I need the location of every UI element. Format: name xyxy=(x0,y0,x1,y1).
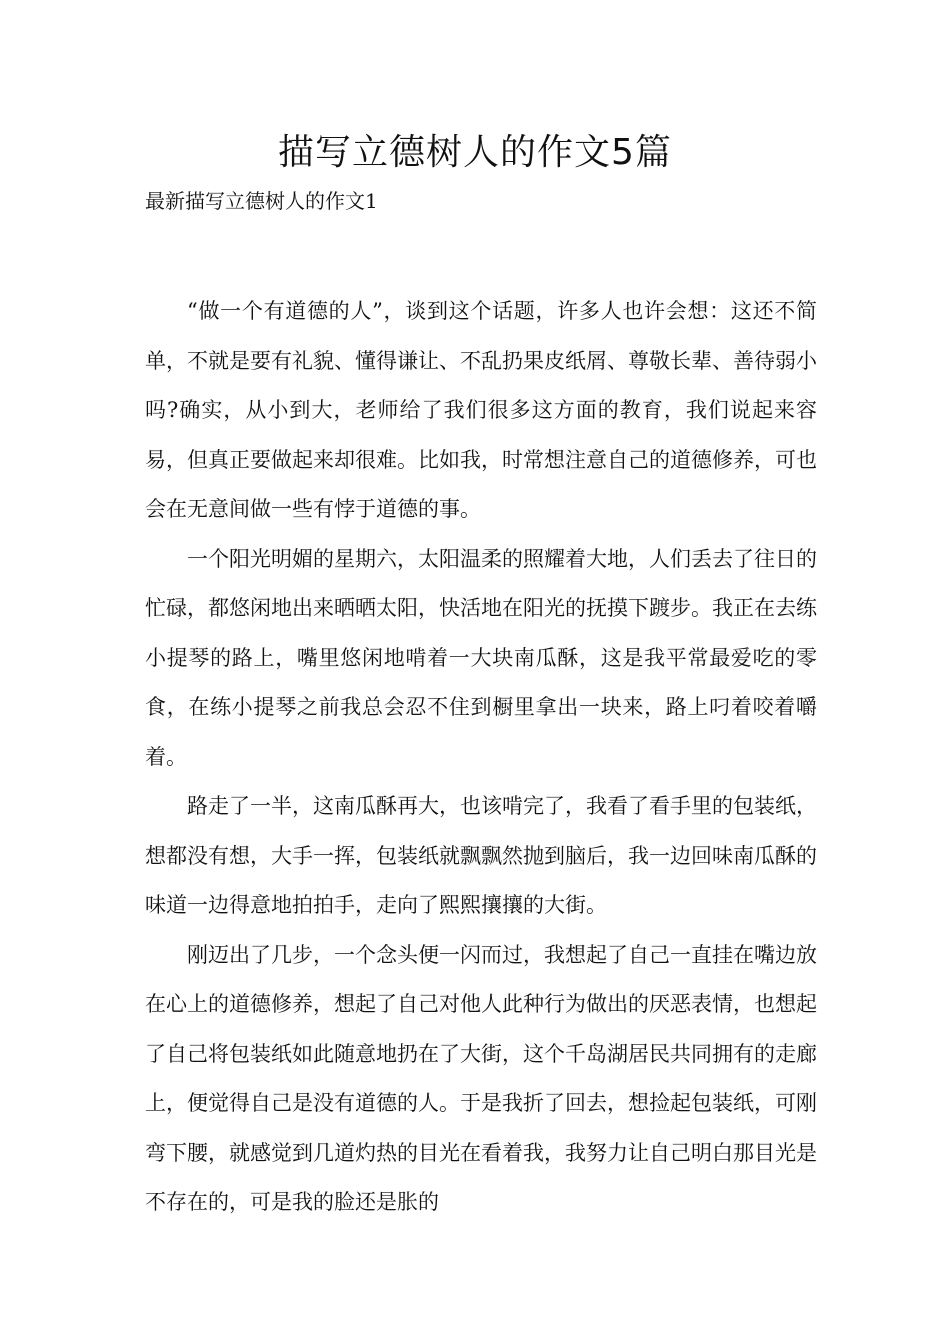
document-body xyxy=(145,287,817,1228)
paragraph: 路走了一半，这南瓜酥再大，也该啃完了，我看了看手里的包装纸，想都没有想，大手一挥，包装纸就飘飘然抛到脑后，我一边回味南瓜酥的味道一边得意地拍拍手，走向了熙熙攘攘的大街。 xyxy=(145,794,817,917)
paragraph: “做一个有道德的人”，谈到这个话题，许多人也许会想：这还不简单，不就是要有礼貌、懂得谦让、不乱扔果皮纸屑、尊敬长辈、善待弱小吗?确实，从小到大，老师给了我们很多这方面的教育，我们说起来容易，但真正要做起来却很难。比如我，时常想注意自己的道德修养，可也会在无意间做一些有悖于道德的事。 xyxy=(145,299,817,521)
paragraph: 刚迈出了几步，一个念头便一闪而过，我想起了自己一直挂在嘴边放在心上的道德修养，想起了自己对他人此种行为做出的厌恶表情，也想起了自己将包装纸如此随意地扔在了大街，这个千岛湖居民共同拥有的走廊上，便觉得自己是没有道德的人。于是我折了回去，想捡起包装纸，可刚弯下腰，就感觉到几道灼热的目光在看着我，我努力让自己明白那目光是不存在的，可是我的脸还是胀的 xyxy=(145,942,817,1214)
section-heading: 最新描写立德树人的作文1 xyxy=(145,189,378,213)
document-title: 描写立德树人的作文5篇 xyxy=(278,132,672,173)
paragraph: 一个阳光明媚的星期六，太阳温柔的照耀着大地，人们丢去了往日的忙碌，都悠闲地出来晒晒太阳，快活地在阳光的抚摸下踱步。我正在去练小提琴的路上，嘴里悠闲地啃着一大块南瓜酥，这是我平常最爱吃的零食，在练小提琴之前我总会忍不住到橱里拿出一块来，路上叼着咬着嚼着。 xyxy=(145,546,817,769)
